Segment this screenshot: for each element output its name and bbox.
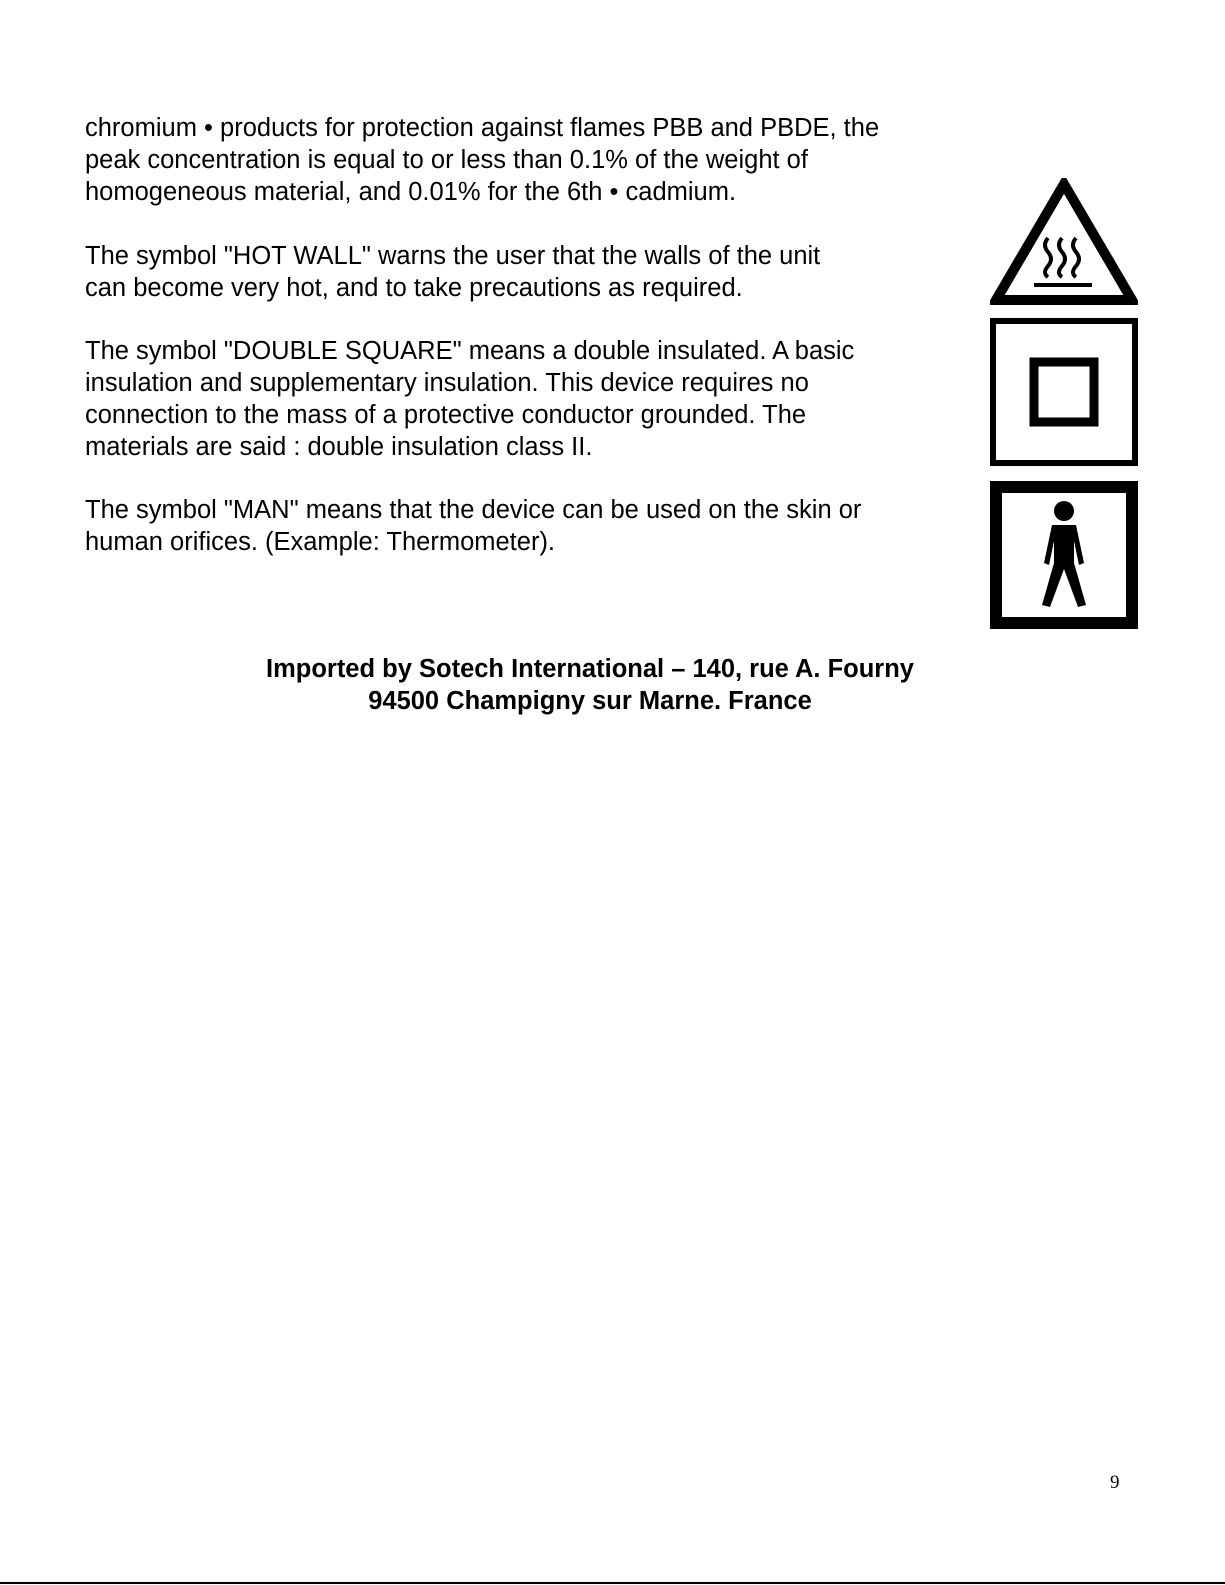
paragraph-double-square bbox=[85, 335, 854, 463]
paragraph-man bbox=[85, 494, 861, 558]
importer-line-2: 94500 Champigny sur Marne. France bbox=[368, 687, 812, 715]
text-line: chromium • products for protection against flames PBB and PBDE, the bbox=[85, 114, 880, 142]
text-line: can become very hot, and to take precautions as required. bbox=[85, 274, 743, 302]
double-insulation-class-ii-icon bbox=[990, 318, 1138, 466]
text-line: The symbol "DOUBLE SQUARE" means a double insulated. A basic bbox=[85, 337, 855, 365]
importer-footer bbox=[0, 653, 1180, 717]
text-line: homogeneous material, and 0.01% for the 6th • cadmium. bbox=[85, 178, 737, 206]
text-line: The symbol "HOT WALL" warns the user that the walls of the unit bbox=[85, 242, 821, 270]
page-number: 9 bbox=[1110, 1472, 1120, 1493]
bottom-rule bbox=[0, 1582, 1225, 1584]
paragraph-hot-wall bbox=[85, 240, 820, 304]
text-line: connection to the mass of a protective conductor grounded. The bbox=[85, 401, 807, 429]
text-line: materials are said : double insulation class II. bbox=[85, 433, 593, 461]
hot-surface-warning-icon bbox=[990, 178, 1138, 306]
text-line: insulation and supplementary insulation. This device requires no bbox=[85, 369, 809, 397]
type-b-applied-part-man-icon bbox=[990, 481, 1138, 629]
text-line: human orifices. (Example: Thermometer). bbox=[85, 528, 556, 556]
text-line: peak concentration is equal to or less than 0.1% of the weight of bbox=[85, 146, 808, 174]
importer-line-1: Imported by Sotech International – 140, rue A. Fourny bbox=[265, 655, 914, 683]
text-line: The symbol "MAN" means that the device can be used on the skin or bbox=[85, 496, 862, 524]
paragraph-materials bbox=[85, 112, 879, 208]
